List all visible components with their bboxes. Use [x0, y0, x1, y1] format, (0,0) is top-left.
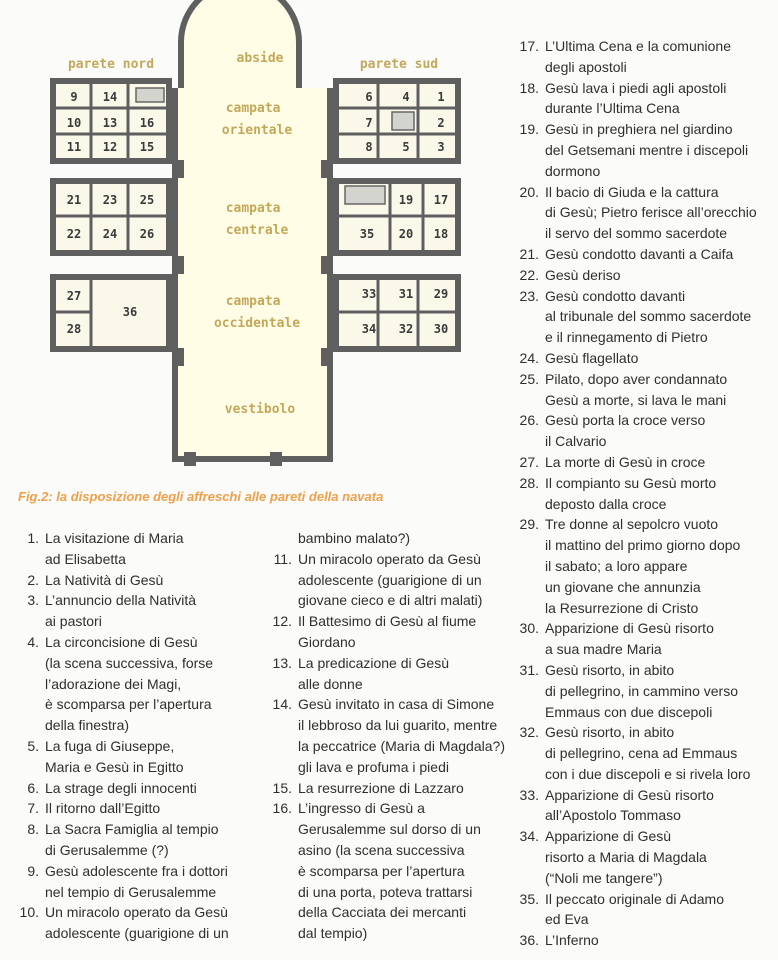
panel-number: 24: [102, 227, 118, 241]
panel-number: 3: [437, 140, 445, 154]
north-wall-label: parete nord: [67, 57, 155, 72]
item-text: La strage degli innocenti: [45, 779, 197, 796]
item-text: L’Ultima Cena e la comunione degli apostoli: [545, 38, 731, 75]
item-text: La circoncisione di Gesù (la scena successiva, forse l’adorazione dei Magi, è scomparsa per l’apertura della finestra): [45, 633, 214, 734]
fresco-list-item: [500, 244, 778, 265]
item-text: bambino malato?): [298, 530, 411, 546]
panel-number: 31: [398, 287, 414, 301]
panel-number: 30: [433, 322, 449, 336]
item-text: Gesù deriso: [545, 266, 621, 283]
western-bay-line: campata: [225, 294, 281, 309]
fresco-list-item: [500, 410, 778, 452]
item-number: 22.: [519, 266, 539, 283]
panel-number: 21: [66, 193, 82, 207]
item-number: [254, 528, 298, 549]
panel-number: 23: [102, 193, 118, 207]
fresco-list-column-2: [254, 528, 516, 944]
panel-number: 2: [437, 116, 445, 130]
item-number: 18.: [519, 79, 539, 96]
item-text: Il bacio di Giuda e la cattura di Gesù; Pietro ferisce all’orecchio il servo del sommo sacerdote: [545, 183, 757, 242]
fresco-list-item: [500, 722, 778, 784]
item-number: 31.: [519, 661, 539, 678]
fresco-list-item: [254, 611, 516, 653]
item-text: Gesù adolescente fra i dottori nel tempio di Gerusalemme: [45, 862, 228, 900]
item-text: Gesù lava i piedi agli apostoli durante l’Ultima Cena: [545, 79, 727, 117]
fresco-list-item: [500, 78, 778, 120]
fresco-list-item: [254, 798, 516, 944]
item-number: 14.: [272, 696, 292, 713]
item-text: Il ritorno dall’Egitto: [45, 800, 161, 817]
fresco-list-item: [0, 590, 254, 632]
church-floor-plan: [0, 0, 500, 480]
fresco-list-item: [500, 473, 778, 515]
fresco-list-item: [0, 632, 254, 736]
panel-number: 35: [359, 227, 375, 241]
item-text: Pilato, dopo aver condannato Gesù a morte, si lava le mani: [545, 370, 728, 408]
panel-number: 36: [122, 305, 138, 319]
floor-plan-drawing: [0, 0, 500, 480]
item-number: 5.: [27, 737, 39, 754]
fresco-list-item: [500, 889, 778, 931]
item-number: 13.: [272, 654, 292, 671]
item-text: Il peccato originale di Adamo ed Eva: [545, 890, 724, 928]
fresco-list-item: [0, 570, 254, 591]
item-text: Apparizione di Gesù risorto all’Apostolo Tommaso: [545, 786, 714, 824]
item-number: 12.: [272, 613, 292, 630]
fresco-list-item: [500, 265, 778, 286]
item-number: 30.: [519, 620, 539, 637]
fresco-list-item: [0, 778, 254, 799]
fresco-list-item: [0, 861, 254, 903]
panel-number: 29: [433, 287, 449, 301]
item-number: 23.: [519, 287, 539, 304]
fresco-list-column-1: [0, 528, 254, 944]
panel-number: 11: [66, 140, 82, 154]
panel-number: 18: [433, 227, 449, 241]
item-text: Il Battesimo di Gesù al fiume Giordano: [298, 613, 477, 650]
panel-number: 4: [402, 90, 410, 104]
item-number: 28.: [519, 474, 539, 491]
item-number: 27.: [519, 453, 539, 470]
item-number: 21.: [519, 245, 539, 262]
item-number: 3.: [27, 592, 39, 609]
figure-caption: Fig.2: la disposizione degli affreschi alle pareti della navata: [18, 489, 384, 504]
panel-number: 14: [102, 90, 118, 104]
item-number: 7.: [27, 800, 39, 817]
fresco-list-item: [254, 694, 516, 777]
item-number: 9.: [27, 862, 39, 879]
fresco-list-item: [254, 778, 516, 799]
western-bay-line: occidentale: [213, 316, 301, 331]
fresco-list-item: [500, 452, 778, 473]
item-text: La Natività di Gesù: [45, 571, 164, 588]
fresco-list-item: [254, 549, 516, 611]
panel-number: 26: [139, 227, 155, 241]
panel-number: 6: [365, 90, 373, 104]
item-number: 17.: [519, 38, 539, 54]
item-number: 1.: [27, 530, 39, 546]
item-number: 33.: [519, 786, 539, 803]
north-window-opening: [136, 88, 164, 102]
item-number: 15.: [272, 779, 292, 796]
panel-number: 9: [70, 90, 78, 104]
item-text: Gesù porta la croce verso il Calvario: [545, 412, 706, 450]
central-bay-line: centrale: [225, 223, 289, 238]
item-number: 26.: [519, 412, 539, 429]
panel-number: 5: [402, 140, 410, 154]
item-text: Gesù in preghiera nel giardino del Getsemani mentre i discepoli dormono: [545, 121, 749, 179]
panel-number: 28: [66, 322, 82, 336]
item-number: 32.: [519, 724, 539, 741]
item-number: 6.: [27, 779, 39, 796]
item-number: 8.: [27, 821, 39, 838]
panel-number: 16: [139, 116, 155, 130]
item-text: Un miracolo operato da Gesù adolescente (guarigione di un: [45, 904, 229, 942]
eastern-bay-line: campata: [225, 101, 281, 116]
panel-number: 10: [66, 116, 82, 130]
fresco-list-item: [254, 653, 516, 695]
panel-number: 17: [433, 193, 449, 207]
item-text: Tre donne al sepolcro vuoto il mattino del primo giorno dopo il sabato; a loro appare un giovane che annunzia la Resurrezione di Cristo: [545, 516, 741, 616]
item-text: La predicazione di Gesù alle donne: [298, 654, 449, 692]
item-text: Apparizione di Gesù risorto a sua madre Maria: [545, 620, 714, 658]
fresco-list-column-3: [500, 36, 778, 951]
item-number: 24.: [519, 349, 539, 366]
item-number: 4.: [27, 633, 39, 650]
south-wall-label: parete sud: [359, 57, 439, 72]
panel-number: 19: [398, 193, 414, 207]
fresco-list-item: [500, 618, 778, 660]
eastern-bay-line: orientale: [221, 123, 293, 138]
item-number: 19.: [519, 121, 539, 138]
item-text: La fuga di Giuseppe, Maria e Gesù in Egitto: [45, 737, 184, 775]
fresco-list-item: [500, 369, 778, 411]
fresco-list-item: [500, 660, 778, 722]
item-number: 20.: [519, 183, 539, 200]
fresco-list-item: [500, 36, 778, 78]
fresco-list-item: [500, 286, 778, 348]
item-text: Gesù flagellato: [545, 349, 639, 366]
item-text: Gesù risorto, in abito di pellegrino, cena ad Emmaus con i due discepoli e si rivela loro: [545, 724, 751, 782]
panel-number: 22: [66, 227, 82, 241]
item-text: Gesù risorto, in abito di pellegrino, in cammino verso Emmaus con due discepoli: [545, 661, 738, 720]
panel-number: 25: [139, 193, 155, 207]
item-text: Gesù invitato in casa di Simone il lebbroso da lui guarito, mentre la peccatrice (Maria di Magdala?) gli lava e profuma i piedi: [298, 696, 505, 775]
fresco-list-item: [500, 348, 778, 369]
fresco-list-item: [0, 528, 254, 570]
fresco-list-item: [500, 182, 778, 244]
fresco-list-item: [0, 736, 254, 778]
fresco-list-item: [500, 930, 778, 951]
panel-number: 7: [365, 116, 373, 130]
fresco-list-item: [0, 902, 254, 944]
panel-number: 34: [361, 322, 377, 336]
fresco-list-item: [500, 119, 778, 181]
item-number: 25.: [519, 370, 539, 387]
item-number: 16.: [272, 800, 292, 817]
panel-number: 13: [102, 116, 118, 130]
panel-number: 20: [398, 227, 414, 241]
panel-number: 15: [139, 140, 155, 154]
fresco-list-item: [254, 528, 516, 549]
item-number: 35.: [519, 890, 539, 907]
fresco-list-item: [0, 819, 254, 861]
south-window-opening: [392, 112, 414, 130]
fresco-list-item: [0, 798, 254, 819]
item-number: 36.: [519, 932, 539, 949]
fresco-list-item: [500, 514, 778, 618]
item-text: Apparizione di Gesù risorto a Maria di Magdala (“Noli me tangere”): [545, 828, 707, 886]
item-text: Gesù condotto davanti a Caifa: [545, 245, 734, 262]
item-text: L’Inferno: [545, 932, 599, 949]
item-text: La resurrezione di Lazzaro: [298, 779, 464, 796]
item-text: Gesù condotto davanti al tribunale del sommo sacerdote e il rinnegamento di Pietro: [545, 287, 752, 346]
panel-number: 27: [66, 289, 82, 303]
fresco-list-item: [500, 826, 778, 888]
panel-number: 1: [437, 90, 445, 104]
south-door-opening: [345, 186, 385, 204]
item-text: Il compianto su Gesù morto deposto dalla croce: [545, 474, 717, 512]
panel-number: 33: [361, 287, 377, 301]
item-text: L’annuncio della Natività ai pastori: [45, 592, 196, 630]
item-number: 34.: [519, 828, 539, 845]
apse-label: abside: [236, 51, 284, 66]
item-number: 2.: [27, 571, 39, 588]
item-number: 29.: [519, 516, 539, 533]
panel-number: 8: [365, 140, 373, 154]
panel-number: 32: [398, 322, 414, 336]
item-number: 10.: [19, 904, 39, 921]
item-text: L’ingresso di Gesù a Gerusalemme sul dorso di un asino (la scena successiva è scomparsa per l’apertura di una porta, poteva trattarsi della Cacciata dei mercanti dal tempio): [298, 800, 481, 942]
item-number: 11.: [273, 550, 292, 567]
item-text: La Sacra Famiglia al tempio di Gerusalemme (?): [45, 821, 219, 858]
item-text: Un miracolo operato da Gesù adolescente (guarigione di un giovane cieco e di altri malati): [298, 550, 483, 609]
item-text: La morte di Gesù in croce: [545, 453, 706, 470]
central-bay-line: campata: [225, 201, 281, 216]
item-text: La visitazione di Maria ad Elisabetta: [45, 530, 184, 567]
fresco-list-item: [500, 785, 778, 827]
panel-number: 12: [102, 140, 118, 154]
vestibule-label: vestibolo: [224, 402, 296, 417]
